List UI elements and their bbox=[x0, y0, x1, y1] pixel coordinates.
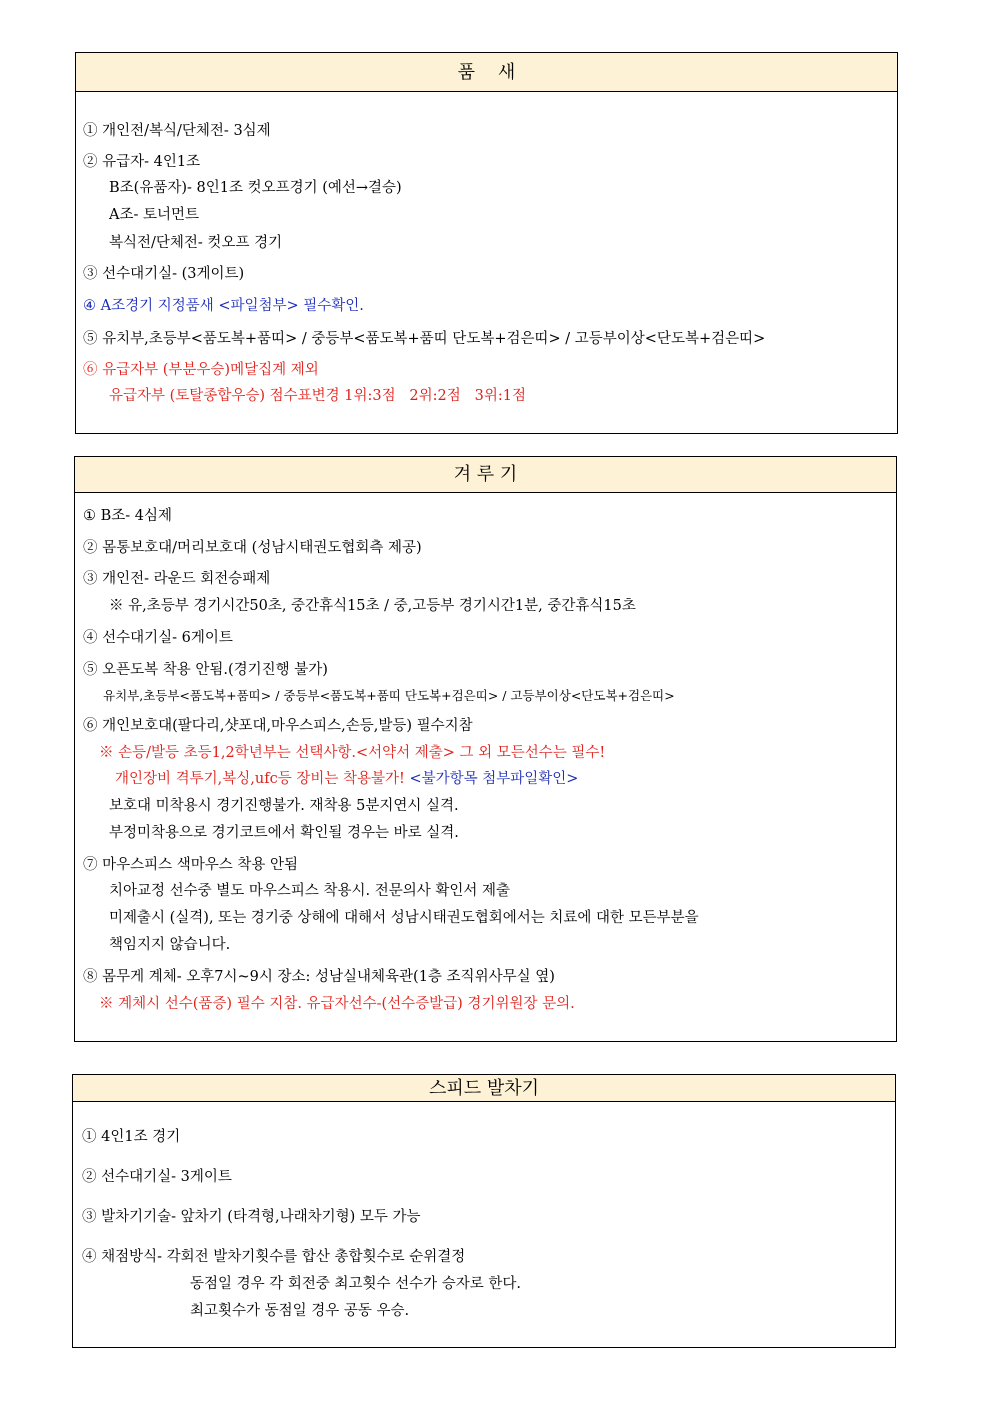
speed-item-1: ① 4인1조 경기 bbox=[82, 1129, 181, 1145]
poomsae-section bbox=[75, 52, 898, 434]
speed-kick-section bbox=[72, 1074, 896, 1348]
poomsae-item-5: ⑤ 유치부,초등부<품도복+품띠> / 중등부<품도복+품띠 단도복+검은띠> / 고등부이상<단도복+검은띠> bbox=[83, 331, 766, 347]
poomsae-item-4: ④ A조경기 지정품새 <파일첨부> 필수확인. bbox=[83, 298, 364, 314]
kyorugi-title: 겨 루 기 bbox=[75, 457, 896, 493]
kyorugi-item-5-sub: 유치부,초등부<품도복+품띠> / 중등부<품도복+품띠 단도복+검은띠> / 고등부이상<단도복+검은띠> bbox=[103, 688, 675, 703]
kyorugi-attachment-note: <불가항목 첨부파일확인> bbox=[409, 771, 579, 787]
poomsae-item-2: ② 유급자- 4인1조 bbox=[83, 154, 201, 170]
poomsae-item-1: ① 개인전/복식/단체전- 3심제 bbox=[83, 123, 271, 139]
kyorugi-section bbox=[74, 456, 897, 1042]
kyorugi-item-8: ⑧ 몸무게 계체- 오후7시~9시 장소: 성남실내체육관(1층 조직위사무실 옆) bbox=[83, 969, 555, 985]
poomsae-item-2-sub-b: B조(유품자)- 8인1조 컷오프경기 (예선→결승) bbox=[109, 180, 402, 196]
kyorugi-item-4: ④ 선수대기실- 6게이트 bbox=[83, 630, 233, 646]
poomsae-item-2-sub-doubles: 복식전/단체전- 컷오프 경기 bbox=[109, 235, 283, 251]
kyorugi-equipment-ban: 개인장비 격투기,복싱,ufc등 장비는 착용불가! bbox=[115, 771, 405, 787]
kyorugi-item-2: ② 몸통보호대/머리보호대 (성남시태권도협회측 제공) bbox=[83, 540, 422, 556]
kyorugi-item-3: ③ 개인전- 라운드 회전승패제 bbox=[83, 571, 271, 587]
kyorugi-item-3-note: ※ 유,초등부 경기시간50초, 중간휴식15초 / 중,고등부 경기시간1분, 중간휴식15초 bbox=[109, 598, 636, 614]
kyorugi-item-6-note: ※ 손등/발등 초등1,2학년부는 선택사항.<서약서 제출> 그 외 모든선수는 필수! bbox=[99, 745, 606, 761]
poomsae-item-2-sub-a: A조- 토너먼트 bbox=[109, 207, 200, 223]
poomsae-item-6: ⑥ 유급자부 (부분우승)메달집계 제외 bbox=[83, 362, 319, 378]
speed-item-4-sub-1: 동점일 경우 각 회전중 최고횟수 선수가 승자로 한다. bbox=[190, 1276, 522, 1292]
kyorugi-item-6-sub-1: 보호대 미착용시 경기진행불가. 재착용 5분지연시 실격. bbox=[109, 798, 459, 814]
kyorugi-item-7-sub-3: 책임지지 않습니다. bbox=[109, 937, 231, 953]
kyorugi-item-6-equipment bbox=[115, 769, 578, 789]
speed-item-2: ② 선수대기실- 3게이트 bbox=[82, 1169, 232, 1185]
kyorugi-item-5: ⑤ 오픈도복 착용 안됨.(경기진행 불가) bbox=[83, 662, 328, 678]
kyorugi-item-7: ⑦ 마우스피스 색마우스 착용 안됨 bbox=[83, 857, 299, 873]
speed-item-4-sub-2: 최고횟수가 동점일 경우 공동 우승. bbox=[190, 1303, 410, 1319]
kyorugi-item-1: ① B조- 4심제 bbox=[83, 508, 173, 524]
speed-kick-title: 스피드 발차기 bbox=[73, 1075, 895, 1102]
kyorugi-item-6-sub-2: 부정미착용으로 경기코트에서 확인될 경우는 바로 실격. bbox=[109, 825, 459, 841]
speed-item-3: ③ 발차기기술- 앞차기 (타격형,나래차기형) 모두 가능 bbox=[82, 1209, 421, 1225]
speed-item-4: ④ 채점방식- 각회전 발차기횟수를 합산 총합횟수로 순위결정 bbox=[82, 1249, 466, 1265]
poomsae-item-3: ③ 선수대기실- (3게이트) bbox=[83, 266, 245, 282]
poomsae-title: 품 새 bbox=[76, 53, 897, 92]
kyorugi-item-8-note: ※ 계체시 선수(품증) 필수 지참. 유급자선수-(선수증발급) 경기위원장 문의. bbox=[99, 996, 575, 1012]
kyorugi-item-7-sub-2: 미제출시 (실격), 또는 경기중 상해에 대해서 성남시태권도협회에서는 치료에 대한 모든부분을 bbox=[109, 910, 699, 926]
kyorugi-item-7-sub-1: 치아교정 선수중 별도 마우스피스 착용시. 전문의사 확인서 제출 bbox=[109, 883, 511, 899]
poomsae-item-6-sub: 유급자부 (토탈종합우승) 점수표변경 1위:3점 2위:2점 3위:1점 bbox=[109, 388, 526, 404]
kyorugi-item-6: ⑥ 개인보호대(팔다리,샷포대,마우스피스,손등,발등) 필수지참 bbox=[83, 718, 473, 734]
